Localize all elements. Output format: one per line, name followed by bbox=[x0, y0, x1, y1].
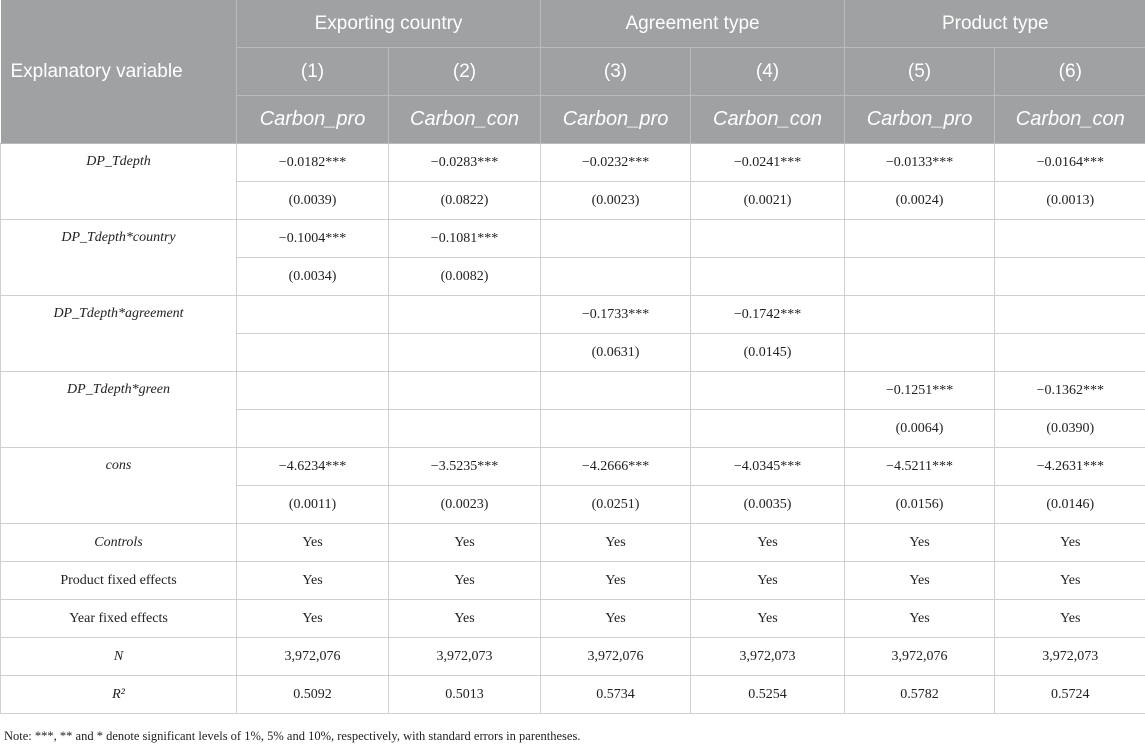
stat-cell: 0.5013 bbox=[389, 676, 541, 714]
table-header bbox=[1, 0, 1145, 144]
coef-cell: −0.1081*** bbox=[389, 220, 541, 258]
table-row-coef bbox=[1, 448, 1145, 486]
stat-cell: Yes bbox=[845, 600, 995, 638]
stat-cell: 3,972,073 bbox=[389, 638, 541, 676]
stat-cell: 3,972,076 bbox=[845, 638, 995, 676]
coef-cell: −4.5211*** bbox=[845, 448, 995, 486]
stat-cell: 3,972,073 bbox=[995, 638, 1145, 676]
stat-cell: Yes bbox=[845, 562, 995, 600]
se-cell bbox=[389, 334, 541, 372]
table-note: Note: ***, ** and * denote significant levels of 1%, 5% and 10%, respectively, with standard errors in parentheses. bbox=[4, 729, 581, 743]
variable-label: DP_Tdepth*country bbox=[1, 220, 237, 296]
stat-cell: Yes bbox=[389, 600, 541, 638]
group-header-exporting-country: Exporting country bbox=[237, 0, 541, 48]
stat-cell: 3,972,073 bbox=[691, 638, 845, 676]
coef-cell: −0.1362*** bbox=[995, 372, 1145, 410]
se-cell: (0.0039) bbox=[237, 182, 389, 220]
stat-cell: Yes bbox=[541, 562, 691, 600]
stat-cell: 0.5734 bbox=[541, 676, 691, 714]
stat-cell: Yes bbox=[389, 524, 541, 562]
se-cell: (0.0822) bbox=[389, 182, 541, 220]
se-cell: (0.0251) bbox=[541, 486, 691, 524]
stat-cell: Yes bbox=[691, 600, 845, 638]
table-row-coef bbox=[1, 372, 1145, 410]
se-cell bbox=[995, 258, 1145, 296]
se-cell: (0.0023) bbox=[389, 486, 541, 524]
stat-label: N bbox=[1, 638, 237, 676]
coef-cell: −4.2631*** bbox=[995, 448, 1145, 486]
table-row-stat bbox=[1, 524, 1145, 562]
stat-cell: Yes bbox=[237, 524, 389, 562]
table-row-coef bbox=[1, 220, 1145, 258]
table-row-coef bbox=[1, 296, 1145, 334]
stat-cell: Yes bbox=[691, 562, 845, 600]
stat-cell: Yes bbox=[389, 562, 541, 600]
coef-cell bbox=[389, 296, 541, 334]
se-cell: (0.0023) bbox=[541, 182, 691, 220]
coef-cell: −4.0345*** bbox=[691, 448, 845, 486]
coef-cell: −4.6234*** bbox=[237, 448, 389, 486]
se-cell: (0.0145) bbox=[691, 334, 845, 372]
variable-label: cons bbox=[1, 448, 237, 524]
se-cell bbox=[691, 258, 845, 296]
stat-label: R² bbox=[1, 676, 237, 714]
col-number: (3) bbox=[541, 48, 691, 96]
stat-cell: Yes bbox=[995, 562, 1145, 600]
se-cell bbox=[541, 410, 691, 448]
se-cell bbox=[845, 334, 995, 372]
se-cell bbox=[691, 410, 845, 448]
coef-cell bbox=[995, 220, 1145, 258]
variable-label: DP_Tdepth bbox=[1, 144, 237, 220]
se-cell bbox=[237, 410, 389, 448]
stat-cell: 0.5724 bbox=[995, 676, 1145, 714]
se-cell bbox=[845, 258, 995, 296]
coef-cell: −3.5235*** bbox=[389, 448, 541, 486]
se-cell: (0.0011) bbox=[237, 486, 389, 524]
table-row-stat bbox=[1, 562, 1145, 600]
coef-cell bbox=[541, 372, 691, 410]
stat-cell: 3,972,076 bbox=[237, 638, 389, 676]
stat-cell: 3,972,076 bbox=[541, 638, 691, 676]
table-row-stat bbox=[1, 676, 1145, 714]
coef-cell bbox=[845, 296, 995, 334]
se-cell: (0.0064) bbox=[845, 410, 995, 448]
col-number: (6) bbox=[995, 48, 1145, 96]
table-row-stat bbox=[1, 638, 1145, 676]
se-cell: (0.0035) bbox=[691, 486, 845, 524]
stat-cell: 0.5782 bbox=[845, 676, 995, 714]
dep-var-label: Carbon_con bbox=[389, 96, 541, 144]
dep-var-label: Carbon_pro bbox=[541, 96, 691, 144]
stat-label: Year fixed effects bbox=[1, 600, 237, 638]
se-cell bbox=[995, 334, 1145, 372]
stat-cell: Yes bbox=[237, 600, 389, 638]
coef-cell: −0.0133*** bbox=[845, 144, 995, 182]
se-cell bbox=[389, 410, 541, 448]
se-cell: (0.0156) bbox=[845, 486, 995, 524]
table-row-coef bbox=[1, 144, 1145, 182]
coef-cell: −0.0164*** bbox=[995, 144, 1145, 182]
stat-cell: Yes bbox=[541, 600, 691, 638]
stat-cell: Yes bbox=[541, 524, 691, 562]
coef-cell bbox=[845, 220, 995, 258]
se-cell: (0.0013) bbox=[995, 182, 1145, 220]
coef-cell bbox=[237, 372, 389, 410]
coef-cell bbox=[541, 220, 691, 258]
stat-label: Controls bbox=[1, 524, 237, 562]
stat-label: Product fixed effects bbox=[1, 562, 237, 600]
dep-var-label: Carbon_con bbox=[691, 96, 845, 144]
coef-cell bbox=[237, 296, 389, 334]
se-cell: (0.0631) bbox=[541, 334, 691, 372]
coef-cell: −0.1742*** bbox=[691, 296, 845, 334]
col-number: (2) bbox=[389, 48, 541, 96]
stat-cell: 0.5254 bbox=[691, 676, 845, 714]
se-cell: (0.0024) bbox=[845, 182, 995, 220]
se-cell: (0.0390) bbox=[995, 410, 1145, 448]
col-number: (5) bbox=[845, 48, 995, 96]
se-cell: (0.0021) bbox=[691, 182, 845, 220]
variable-label: DP_Tdepth*agreement bbox=[1, 296, 237, 372]
stub-header: Explanatory variable bbox=[1, 0, 237, 144]
coef-cell bbox=[691, 372, 845, 410]
header-row-groups bbox=[1, 0, 1145, 48]
stat-cell: 0.5092 bbox=[237, 676, 389, 714]
stat-cell: Yes bbox=[995, 524, 1145, 562]
variable-label: DP_Tdepth*green bbox=[1, 372, 237, 448]
coef-cell: −0.0182*** bbox=[237, 144, 389, 182]
stat-cell: Yes bbox=[845, 524, 995, 562]
dep-var-label: Carbon_pro bbox=[845, 96, 995, 144]
col-number: (1) bbox=[237, 48, 389, 96]
se-cell bbox=[541, 258, 691, 296]
coef-cell: −4.2666*** bbox=[541, 448, 691, 486]
coef-cell bbox=[389, 372, 541, 410]
coef-cell: −0.1004*** bbox=[237, 220, 389, 258]
table-body bbox=[1, 144, 1145, 714]
coef-cell bbox=[691, 220, 845, 258]
group-header-agreement-type: Agreement type bbox=[541, 0, 845, 48]
se-cell: (0.0034) bbox=[237, 258, 389, 296]
group-header-product-type: Product type bbox=[845, 0, 1145, 48]
coef-cell: −0.1733*** bbox=[541, 296, 691, 334]
coef-cell: −0.0232*** bbox=[541, 144, 691, 182]
stat-cell: Yes bbox=[995, 600, 1145, 638]
col-number: (4) bbox=[691, 48, 845, 96]
dep-var-label: Carbon_pro bbox=[237, 96, 389, 144]
dep-var-label: Carbon_con bbox=[995, 96, 1145, 144]
se-cell: (0.0082) bbox=[389, 258, 541, 296]
coef-cell: −0.1251*** bbox=[845, 372, 995, 410]
coef-cell: −0.0283*** bbox=[389, 144, 541, 182]
table-row-stat bbox=[1, 600, 1145, 638]
stat-cell: Yes bbox=[237, 562, 389, 600]
coef-cell: −0.0241*** bbox=[691, 144, 845, 182]
stat-cell: Yes bbox=[691, 524, 845, 562]
coef-cell bbox=[995, 296, 1145, 334]
se-cell bbox=[237, 334, 389, 372]
se-cell: (0.0146) bbox=[995, 486, 1145, 524]
